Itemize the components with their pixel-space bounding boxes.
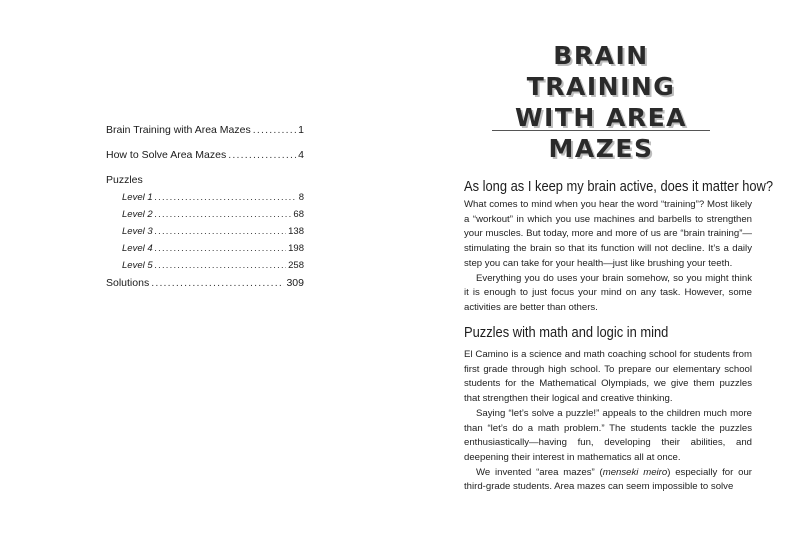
- toc-entry-label: How to Solve Area Mazes: [106, 149, 227, 161]
- toc-level-page: 138: [288, 226, 304, 237]
- paragraph: El Camino is a science and math coaching school for students from first grade through high school. To prepare our elementary school students for the Mathematical Olympiads, we give them puzzles that strengthen their logical and creative thinking.: [464, 349, 752, 405]
- toc-level-3[interactable]: [106, 226, 304, 237]
- right-page: [400, 0, 800, 557]
- toc-leader-dots: [155, 226, 287, 237]
- section-body-brain-active: [464, 198, 752, 316]
- toc-level-4[interactable]: [106, 243, 304, 254]
- toc-level-1[interactable]: [106, 192, 304, 203]
- section-heading-puzzles-math: [464, 324, 744, 341]
- toc-level-label: Level 3: [122, 226, 153, 237]
- toc-entry-brain-training[interactable]: [106, 124, 304, 136]
- toc-leader-dots: [155, 192, 297, 203]
- toc-level-label: Level 1: [122, 192, 153, 203]
- toc-level-page: 198: [288, 243, 304, 254]
- chapter-title-line-1: BRAIN TRAINING: [526, 41, 676, 101]
- toc-entry-label: Brain Training with Area Mazes: [106, 124, 251, 136]
- toc-leader-dots: [155, 209, 292, 220]
- toc-leader-dots: [151, 277, 284, 289]
- toc-level-label: Level 4: [122, 243, 153, 254]
- toc-entry-page: 309: [286, 277, 304, 289]
- toc-leader-dots: [155, 260, 287, 271]
- toc-level-label: Level 5: [122, 260, 153, 271]
- paragraph-text: We invented “area mazes” (: [476, 466, 603, 478]
- toc-section-puzzles: Puzzles: [106, 174, 143, 186]
- section-body-puzzles-math: [464, 348, 752, 495]
- section-heading-text: As long as I keep my brain active, does it matter how?: [464, 178, 774, 195]
- toc-entry-how-to-solve[interactable]: [106, 149, 304, 161]
- title-divider: [492, 130, 710, 131]
- section-heading-text: Puzzles with math and logic in mind: [464, 324, 669, 341]
- toc-entry-solutions[interactable]: [106, 277, 304, 289]
- toc-level-page: 68: [293, 209, 304, 220]
- toc-entry-page: 1: [298, 124, 304, 136]
- chapter-title: [486, 40, 716, 164]
- paragraph: What comes to mind when you hear the word “training”? Most likely a “workout” in which you use machines and barbells to strengthen your muscles. But today, more and more of us are “brain training”—stimulating the brain so that its function will not decline. It’s a daily step you can take for your health—just like brushing your teeth.: [464, 199, 752, 269]
- toc-level-label: Level 2: [122, 209, 153, 220]
- paragraph: Saying “let’s solve a puzzle!” appeals to the children much more than “let’s do a math problem.” The students tackle the puzzles enthusiastically—having fun, developing their abilities, and deepening their interest in mathematics all at once.: [464, 407, 752, 463]
- toc-entry-page: 4: [298, 149, 304, 161]
- toc-level-5[interactable]: [106, 260, 304, 271]
- toc-leader-dots: [155, 243, 287, 254]
- japanese-term: menseki meiro: [602, 466, 668, 478]
- toc-level-page: 258: [288, 260, 304, 271]
- toc-leader-dots: [253, 124, 296, 136]
- toc-entry-label: Solutions: [106, 277, 150, 289]
- table-of-contents: [106, 124, 304, 302]
- toc-leader-dots: [228, 149, 296, 161]
- paragraph-text: ) especially for our third-grade students. Area mazes can seem impossible to solve: [464, 466, 752, 493]
- paragraph: Everything you do uses your brain somehow, so you might think it is enough to just focus your mind on any task. However, some activities are better than others.: [464, 272, 752, 313]
- toc-level-2[interactable]: [106, 209, 304, 220]
- toc-level-page: 8: [298, 192, 304, 203]
- paragraph: [464, 466, 752, 495]
- section-heading-brain-active: [464, 178, 774, 195]
- chapter-title-line-2: WITH AREA MAZES: [514, 103, 688, 163]
